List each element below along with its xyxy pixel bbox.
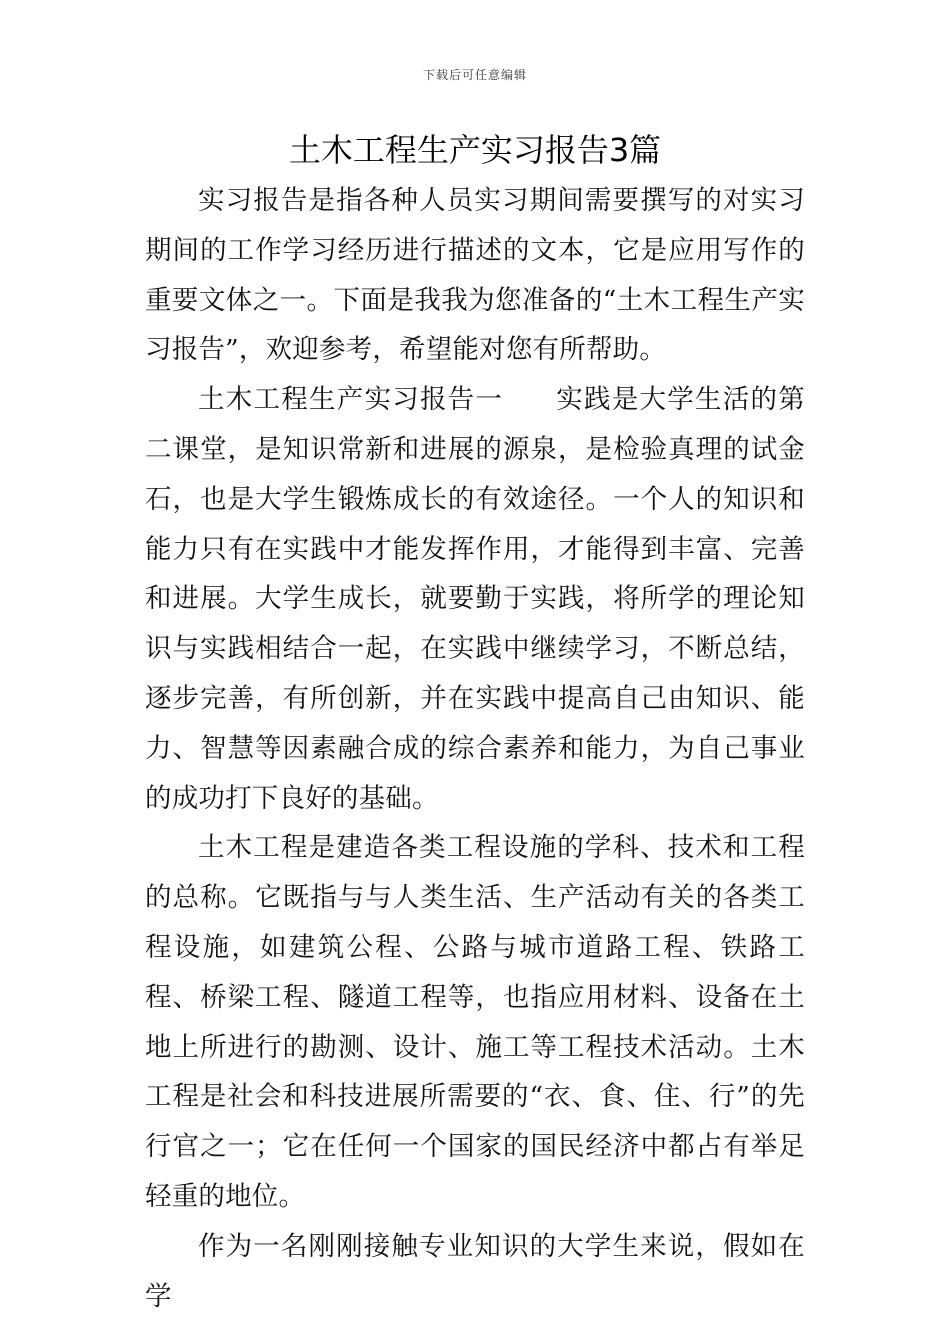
page-header-note: 下载后可任意编辑 bbox=[422, 68, 527, 82]
civil-engineering-paragraph: 土木工程是建造各类工程设施的学科、技术和工程的总称。它既指与与人类生活、生产活动有关的各类工程设施，如建筑公程、公路与城市道路工程、铁路工程、桥梁工程、隧道工程等，也指应用材料、设备在土地上所进行的勘测、设计、施工等工程技术活动。土木工程是社会和科技进展所需要的“衣、食、住、行”的先行官之一；它在任何一个国家的国民经济中都占有举足轻重的地位。 bbox=[145, 832, 805, 1212]
student-paragraph: 作为一名刚刚接触专业知识的大学生来说，假如在学 bbox=[145, 1230, 805, 1312]
section-one-heading: 土木工程生产实习报告一 bbox=[198, 384, 504, 416]
section-one-body: 实践是大学生活的第二课堂，是知识常新和进展的源泉，是检验真理的试金石，也是大学生锻炼成长的有效途径。一个人的知识和能力只有在实践中才能发挥作用，才能得到丰富、完善和进展。大学生成长，就要勤于实践，将所学的理论知识与实践相结合一起，在实践中继续学习，不断总结，逐步完善，有所创新，并在实践中提高自己由知识、能力、智慧等因素融合成的综合素养和能力，为自己事业的成功打下良好的基础。 bbox=[145, 384, 805, 814]
document-title: 土木工程生产实习报告3篇 bbox=[288, 131, 662, 169]
intro-paragraph: 实习报告是指各种人员实习期间需要撰写的对实习期间的工作学习经历进行描述的文本，它是应用写作的重要文体之一。下面是我我为您准备的“土木工程生产实习报告”，欢迎参考，希望能对您有所帮助。 bbox=[145, 185, 805, 366]
section-one-paragraph bbox=[145, 375, 805, 823]
document-body bbox=[145, 176, 805, 1321]
